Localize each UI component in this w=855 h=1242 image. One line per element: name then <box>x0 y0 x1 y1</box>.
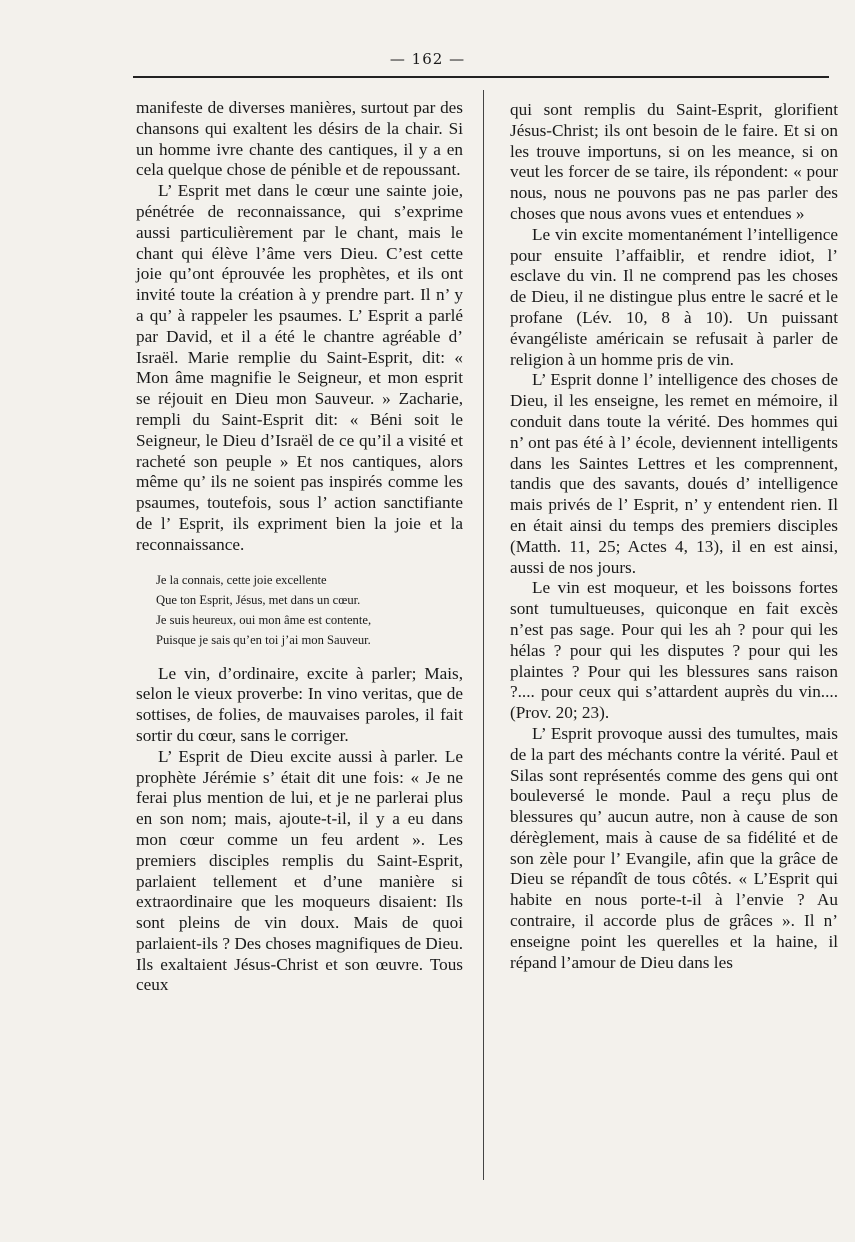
poem-line: Que ton Esprit, Jésus, met dans un cœur. <box>156 592 361 607</box>
paragraph: L’ Esprit de Dieu excite aussi à parler. Le prophète Jérémie s’ était dit une fois: « Je ne ferai plus mention de lui, et je ne parlerai plus en son nom; mais, ajoute-t-il, il y a eu dans mon cœur comme un feu ardent ». Les premiers disciples remplis du Saint-Esprit, parlaient tellement et d’une manière si extraordinaire que les moqueurs disaient: Ils sont pleins de vin doux. Mais de quoi parlaient-ils ? Des choses magnifiques de Dieu. Ils exaltaient Jésus-Christ et son œuvre. Tous ceux <box>136 746 463 995</box>
poem-line: Je la connais, cette joie excellente <box>156 572 327 587</box>
paragraph: L’ Esprit provoque aussi des tumultes, mais de la part des méchants contre la vérité. Paul et Silas sont représentés comme des gens qui ont bouleversé le monde. Paul a reçu plus de blessures qu’ aucun autre, non à cause de son dérèglement, mais à cause de sa fidélité et de son zèle pour l’ Evangile, afin que la grâce de Dieu se répandît de tous côtés. « L’Esprit qui habite en nous porte-t-il à l’envie ? Au contraire, il accorde plus de grâces ». Il n’ enseigne point les querelles et la haine, il répand l’amour de Dieu dans les <box>510 723 838 972</box>
paragraph: manifeste de diverses manières, surtout par des chansons qui exaltent les désirs de la chair. Si un homme ivre chante des cantiques, il y a en cela quelque chose de pénible et de repoussant. <box>136 98 463 180</box>
paragraph: Le vin, d’ordinaire, excite à parler; Mais, selon le vieux proverbe: In vino veritas, que de sottises, de folies, de mauvaises paroles, il fait sortir du cœur, sans le corriger. <box>136 663 463 745</box>
paragraph: L’ Esprit donne l’ intelligence des choses de Dieu, il les enseigne, les remet en mémoire, il conduit dans toute la vérité. Des hommes qui n’ ont pas été à l’ école, deviennent intelligents dans les Saintes Lettres et les comprennent, tandis que des savants, doués d’ intelligence mais privés de l’ Esprit, n’ y entendent rien. Il en était ainsi du temps des premiers disciples (Matth. 11, 25; Actes 4, 13), il en est ainsi, aussi de nos jours. <box>510 370 838 577</box>
poem <box>156 570 463 650</box>
column-divider <box>483 90 484 1180</box>
header-rule <box>133 76 829 78</box>
poem-line: Je suis heureux, oui mon âme est contente, <box>156 612 372 627</box>
left-column <box>136 98 463 996</box>
paragraph: qui sont remplis du Saint-Esprit, glorifient Jésus-Christ; ils ont besoin de le faire. Et si on les trouve importuns, si on les meance, si on veut les forcer de se taire, ils répondent: « pour nous, nous ne pouvons pas ne pas parler des choses que nous avons vues et entendues » <box>510 100 838 223</box>
paragraph: Le vin excite momentanément l’intelligence pour ensuite l’affaiblir, et rendre idiot, l’ esclave du vin. Il ne comprend pas les choses de Dieu, il ne distingue plus entre le sacré et le profane (Lév. 10, 8 à 10). Un puissant évangéliste américain se refusait à parler de religion à un homme pris de vin. <box>510 224 838 369</box>
paragraph: Le vin est moqueur, et les boissons fortes sont tumultueuses, quiconque en fait excès n’est pas sage. Pour qui les ah ? pour qui les hélas ? pour qui les disputes ? pour qui les plaintes ? Pour qui les blessures sans raison ?.... pour ceux qui s’attardent auprès du vin.... (Prov. 20; 23). <box>510 578 838 723</box>
right-column <box>510 100 838 973</box>
paragraph: L’ Esprit met dans le cœur une sainte joie, pénétrée de reconnaissance, qui s’exprime aussi particulièrement par le chant, mais le chant qui élève l’âme vers Dieu. C’est cette joie qu’ont éprouvée les prophètes, et ils ont invité toute la création à y prendre part. Il n’ y a qu’ à rappeler les psaumes. L’ Esprit a parlé par David, et il a été le chantre agréable d’ Israël. Marie remplie du Saint-Esprit, dit: « Mon âme magnifie le Seigneur, et mon esprit se réjouit en Dieu mon Sauveur. » Zacharie, rempli du Saint-Esprit dit: « Béni soit le Seigneur, le Dieu d’Israël de ce qu’il a visité et racheté son peuple » Et nos cantiques, alors même qu’ ils ne soient pas inspirés comme les psaumes, toutefois, sous l’ action sanctifiante de l’ Esprit, ils expriment bien la joie et la reconnaissance. <box>136 181 463 554</box>
page-number: — 162 — <box>389 50 466 68</box>
poem-line: Puisque je sais qu’en toi j’ai mon Sauveur. <box>156 632 371 647</box>
